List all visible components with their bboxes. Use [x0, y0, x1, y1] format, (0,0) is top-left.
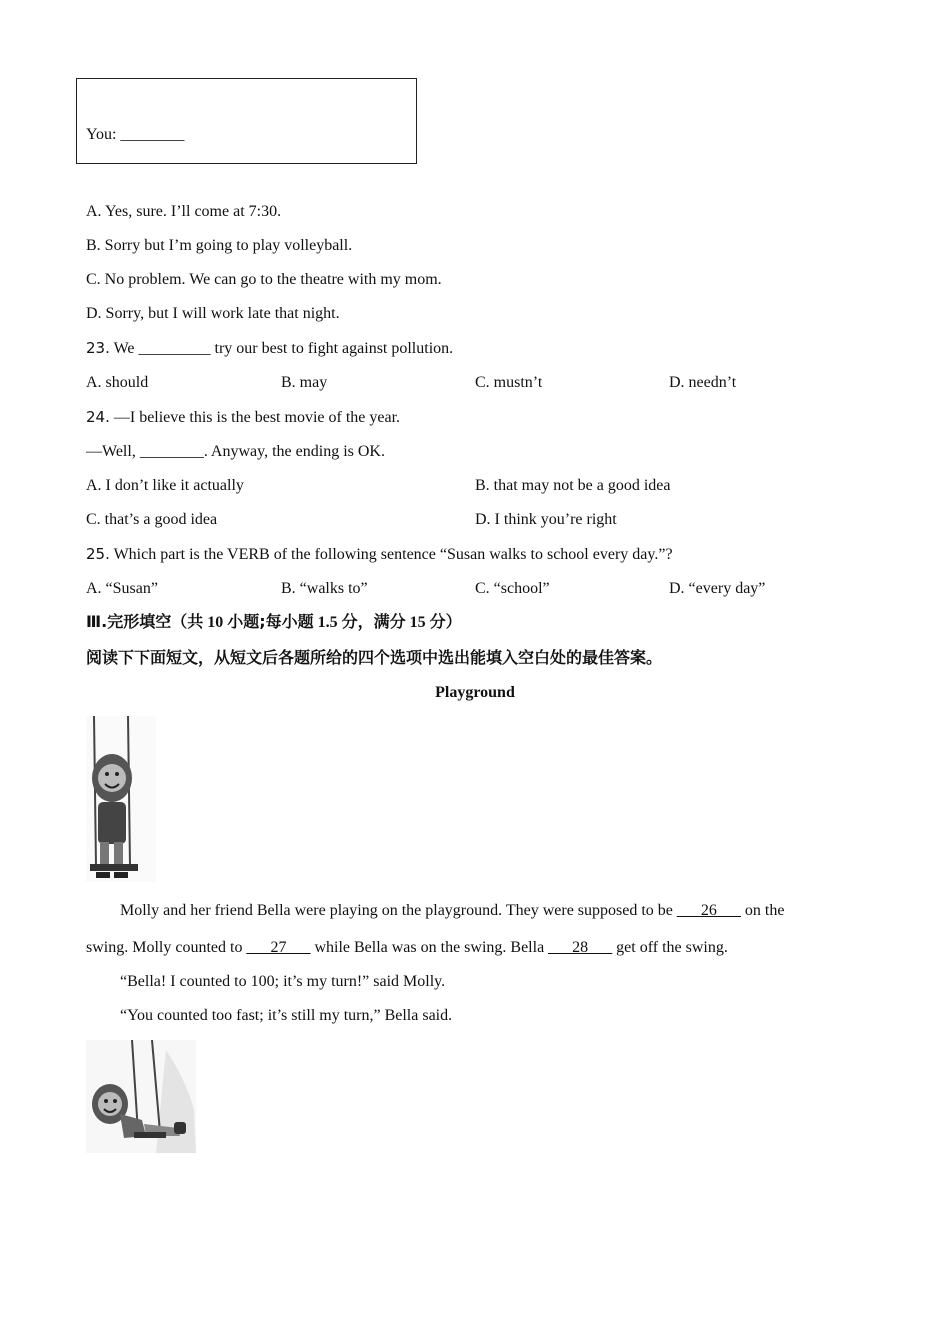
- q24-line1: —I believe this is the best movie of the year.: [113, 409, 401, 426]
- q22-option-b: B. Sorry but I’m going to play volleyball.: [86, 237, 353, 254]
- q23-number: 23.: [86, 339, 110, 357]
- girl-on-swing-illustration: [86, 716, 156, 882]
- q25-stem: [86, 544, 673, 565]
- q25-text: Which part is the VERB of the following sentence “Susan walks to school every day.”?: [113, 546, 673, 563]
- dialog-box: [76, 78, 417, 164]
- section3-heading: [86, 612, 462, 633]
- passage-paragraph-2: “Bella! I counted to 100; it’s my turn!” said Molly.: [120, 973, 446, 990]
- passage-line-1: [120, 901, 784, 921]
- q25-option-b: B. “walks to”: [281, 580, 368, 597]
- passage-paragraph-3: “You counted too fast; it’s still my turn,” Bella said.: [120, 1007, 453, 1024]
- q23-option-c: C. mustn’t: [475, 374, 543, 391]
- q23-stem: [86, 338, 453, 359]
- passage-text: Molly and her friend Bella were playing on the playground. They were supposed to be: [120, 902, 677, 919]
- passage-text: swing. Molly counted to: [86, 939, 247, 956]
- section3-count: 10: [207, 614, 224, 631]
- q24-stem: [86, 407, 400, 428]
- q24-number: 24.: [86, 408, 110, 426]
- girl-swinging-illustration: [86, 1040, 196, 1153]
- q25-option-d: D. “every day”: [669, 580, 766, 597]
- q22-option-d: D. Sorry, but I will work late that night.: [86, 305, 340, 322]
- passage-text: while Bella was on the swing. Bella: [310, 939, 549, 956]
- passage-text: on the: [740, 902, 785, 919]
- section3-heading-end: 分）: [429, 612, 462, 631]
- blank-28: ___28___: [548, 939, 613, 956]
- passage-line-2: [86, 938, 728, 958]
- q24-option-d: D. I think you’re right: [475, 511, 617, 528]
- q25-option-a: A. “Susan”: [86, 580, 158, 597]
- q25-number: 25.: [86, 545, 110, 563]
- q23-text: We _________ try our best to fight against pollution.: [113, 340, 454, 357]
- q24-line2: —Well, ________. Anyway, the ending is OK.: [86, 443, 385, 460]
- you-line: You: ________: [86, 126, 185, 143]
- q23-option-a: A. should: [86, 374, 149, 391]
- section3-heading-mid2: 分，满分: [341, 612, 406, 631]
- q24-option-b: B. that may not be a good idea: [475, 477, 671, 494]
- section3-points-each: 1.5: [317, 614, 338, 631]
- section3-total: 15: [409, 614, 426, 631]
- q24-option-a: A. I don’t like it actually: [86, 477, 244, 494]
- blank-27: ___27___: [246, 939, 311, 956]
- q24-option-c: C. that’s a good idea: [86, 511, 218, 528]
- passage-text: get off the swing.: [612, 939, 728, 956]
- section3-roman: Ⅲ.: [86, 612, 108, 631]
- q22-option-c: C. No problem. We can go to the theatre with my mom.: [86, 271, 442, 288]
- q23-option-d: D. needn’t: [669, 374, 737, 391]
- blank-26: ___26___: [676, 902, 741, 919]
- section3-heading-text: 完形填空（共: [107, 612, 204, 631]
- passage-title: Playground: [435, 684, 515, 701]
- section3-heading-mid1: 小题;每小题: [227, 612, 314, 631]
- q23-option-b: B. may: [281, 374, 328, 391]
- section3-instruction: 阅读下下面短文，从短文后各题所给的四个选项中选出能填入空白处的最佳答案。: [86, 648, 663, 667]
- q25-option-c: C. “school”: [475, 580, 550, 597]
- q22-option-a: A. Yes, sure. I’ll come at 7:30.: [86, 203, 282, 220]
